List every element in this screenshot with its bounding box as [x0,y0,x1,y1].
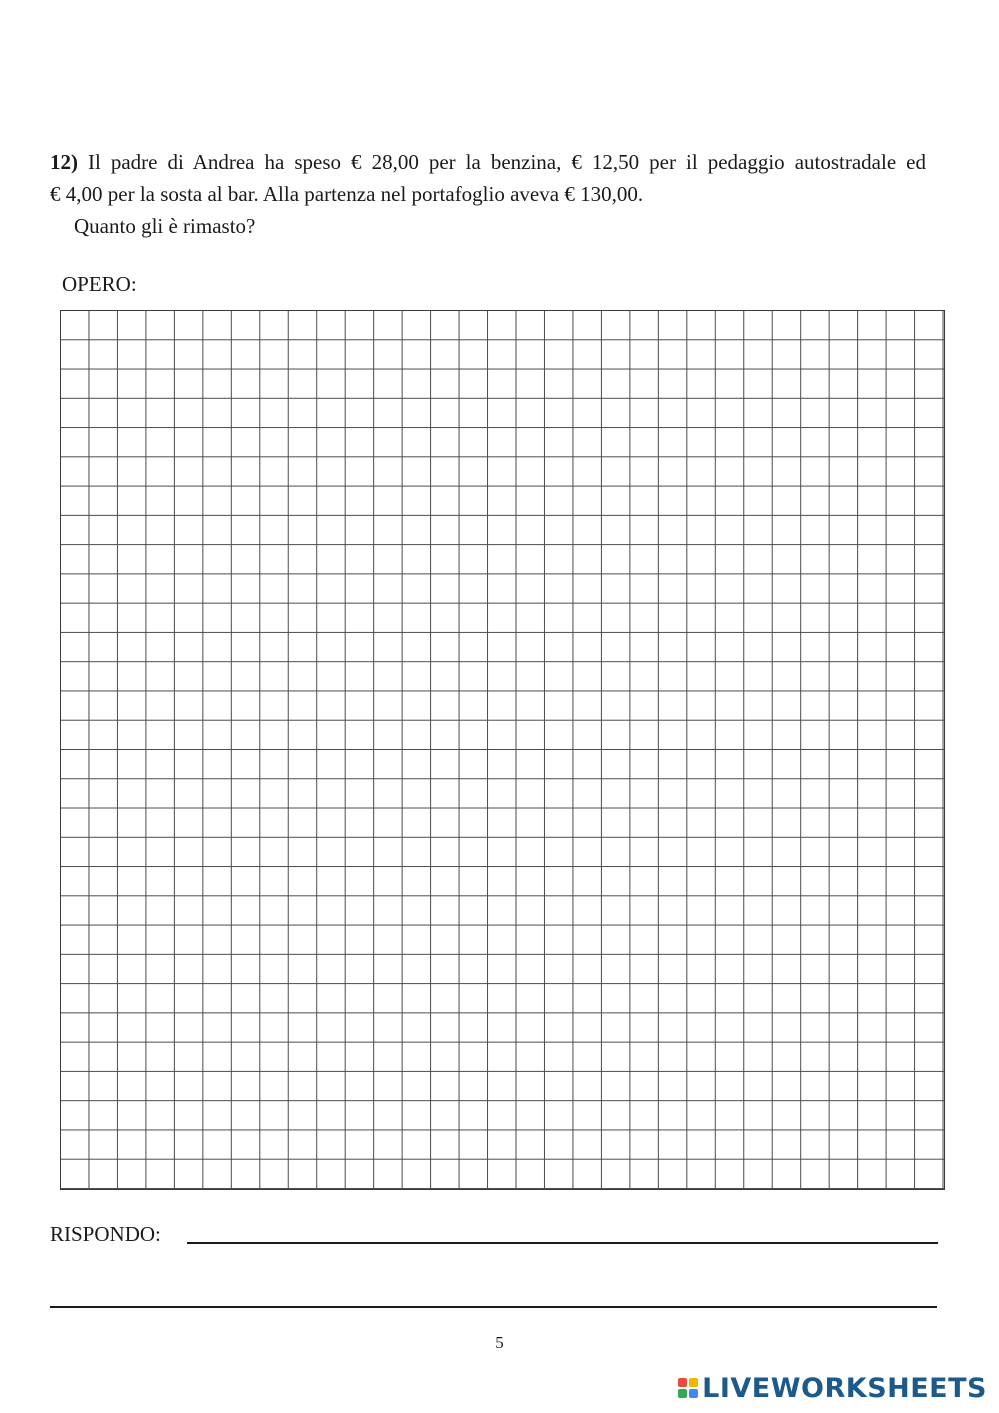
problem-line-1 [50,146,926,178]
problem-text-line-2: € 4,00 per la sosta al bar. Alla partenza nel portafoglio aveva € 130,00. [50,182,644,206]
work-area-label: OPERO: [62,272,137,296]
logo-square-2 [689,1378,698,1387]
problem-text-line-1: Il padre di Andrea ha speso € 28,00 per la benzina, € 12,50 per il pedaggio autostradale ed [78,150,926,174]
answer-line-2[interactable] [50,1306,937,1308]
logo-square-3 [678,1389,687,1398]
logo-square-1 [678,1378,687,1387]
problem-question: Quanto gli è rimasto? [74,214,256,238]
page-number: 5 [495,1333,504,1352]
answer-row [50,1220,938,1250]
problem-number: 12 [50,150,71,174]
problem-number-paren: ) [71,150,78,174]
answer-line-1[interactable] [187,1242,938,1244]
problem-statement [50,146,926,242]
logo-square-4 [689,1389,698,1398]
brand-watermark[interactable] [678,1372,987,1404]
liveworksheets-logo-icon [678,1378,698,1398]
brand-name: LIVEWORKSHEETS [702,1372,987,1404]
answer-label: RISPONDO: [50,1222,161,1246]
work-grid[interactable] [60,310,945,1190]
